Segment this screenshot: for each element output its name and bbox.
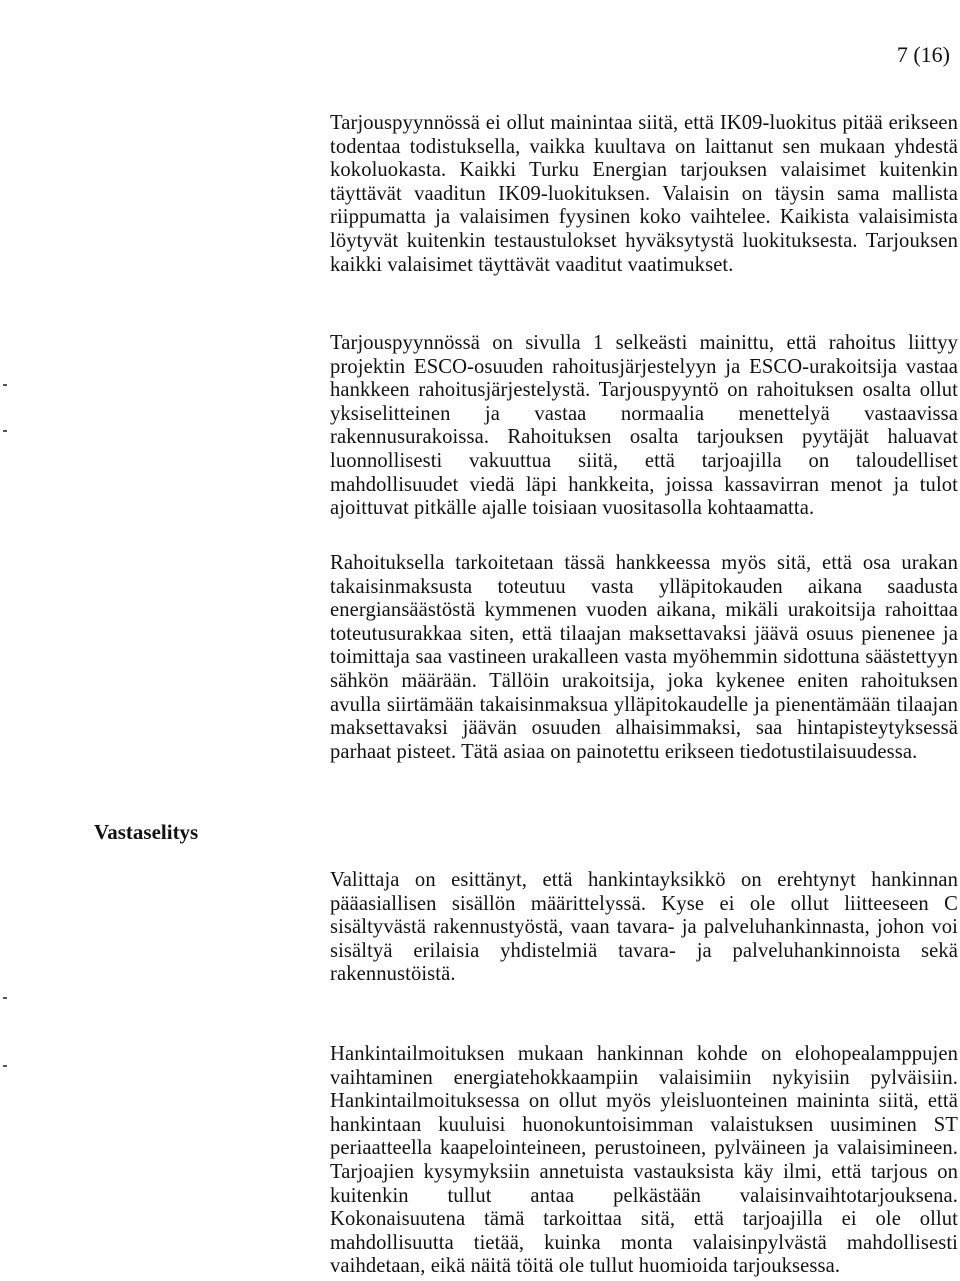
paragraph: Hankintailmoituksen mukaan hankinnan kohde on elohopealamppujen vaihtaminen energiatehokkaampiin valaisimiin nykyisiin pylväisiin. Hankintailmoituksessa on ollut myös yleisluonteinen maininta siitä, että hankintaan kuuluisi huonokuntoisimman valaistuksen uusiminen ST periaatteella kaapelointeineen, perustoineen, pylväineen ja valaisimineen. Tarjoajien kysymyksiin annetuista vastauksista käy ilmi, että tarjous on kuitenkin tullut antaa pelkästään valaisinvaihtotarjouksena. Kokonaisuutena tämä tarkoittaa sitä, että tarjoajilla ei ole ollut mahdollisuutta tietää, kuinka monta valaisinpylvästä mahdollisesti vaihdetaan, eikä näitä töitä ole tullut huomioida tarjouksessa.	[330, 1043, 958, 1278]
page-number: 7 (16)	[896, 42, 950, 67]
margin-mark	[3, 430, 7, 432]
margin-mark	[3, 1065, 7, 1067]
margin-mark	[3, 997, 7, 999]
section-heading: Vastaselitys	[94, 820, 199, 844]
paragraph: Tarjouspyynnössä ei ollut mainintaa siitä, että IK09-luokitus pitää erikseen todentaa todistuksella, vaikka kuultava on laittanut sen mukaan yhdestä kokoluokasta. Kaikki Turku Energian tarjouksen valaisimet kuitenkin täyttävät vaaditun IK09-luokituksen. Valaisin on täysin sama mallista riippumatta ja valaisimen fyysinen koko vaihtelee. Kaikista valaisimista löytyvät kuitenkin testaustulokset hyväksytystä luokituksesta. Tarjouksen kaikki valaisimet täyttävät vaaditut vaatimukset.	[330, 112, 958, 276]
paragraph: Rahoituksella tarkoitetaan tässä hankkeessa myös sitä, että osa urakan takaisinmaksusta toteutuu vasta ylläpitokauden aikana saadusta energiansäästöstä kymmenen vuoden aikana, mikäli urakoitsija rahoittaa toteutusurakkaa siten, että tilaajan maksettavaksi jäävä osuus pienenee ja toimittaja saa vastineen urakalleen vasta myöhemmin sidottuna säästettyyn sähkön määrään. Tällöin urakoitsija, joka kykenee eniten rahoituksen avulla siirtämään takaisinmaksua ylläpitokaudelle ja pienentämään tilaajan maksettavaksi jäävän osuuden alhaisimmaksi, saa hintapisteytyksessä parhaat pisteet. Tätä asiaa on painotettu erikseen tiedotustilaisuudessa.	[330, 552, 958, 763]
paragraph: Tarjouspyynnössä on sivulla 1 selkeästi mainittu, että rahoitus liittyy projektin ESCO-osuuden rahoitusjärjestelyyn ja ESCO-urakoitsija vastaa hankkeen rahoitusjärjestelystä. Tarjouspyyntö on rahoituksen osalta ollut yksiselitteinen ja vastaa normaalia menettelyä vastaavissa rakennusurakoissa. Rahoituksen osalta tarjouksen pyytäjät haluavat luonnollisesti vakuuttua siitä, että tarjoajilla on taloudelliset mahdollisuudet viedä läpi hankkeita, joissa kassavirran menot ja tulot ajoittuvat pitkälle ajalle toisiaan vuositasolla kohtaamatta.	[330, 332, 958, 520]
paragraph: Valittaja on esittänyt, että hankintayksikkö on erehtynyt hankinnan pääasiallisen sisällön määrittelyssä. Kyse ei ole ollut liitteeseen C sisältyvästä rakennustyöstä, vaan tavara- ja palveluhankinnasta, johon voi sisältyä erilaisia yhdistelmiä tavara- ja palveluhankinnoista sekä rakennustöistä.	[330, 869, 958, 986]
margin-mark	[3, 384, 7, 386]
